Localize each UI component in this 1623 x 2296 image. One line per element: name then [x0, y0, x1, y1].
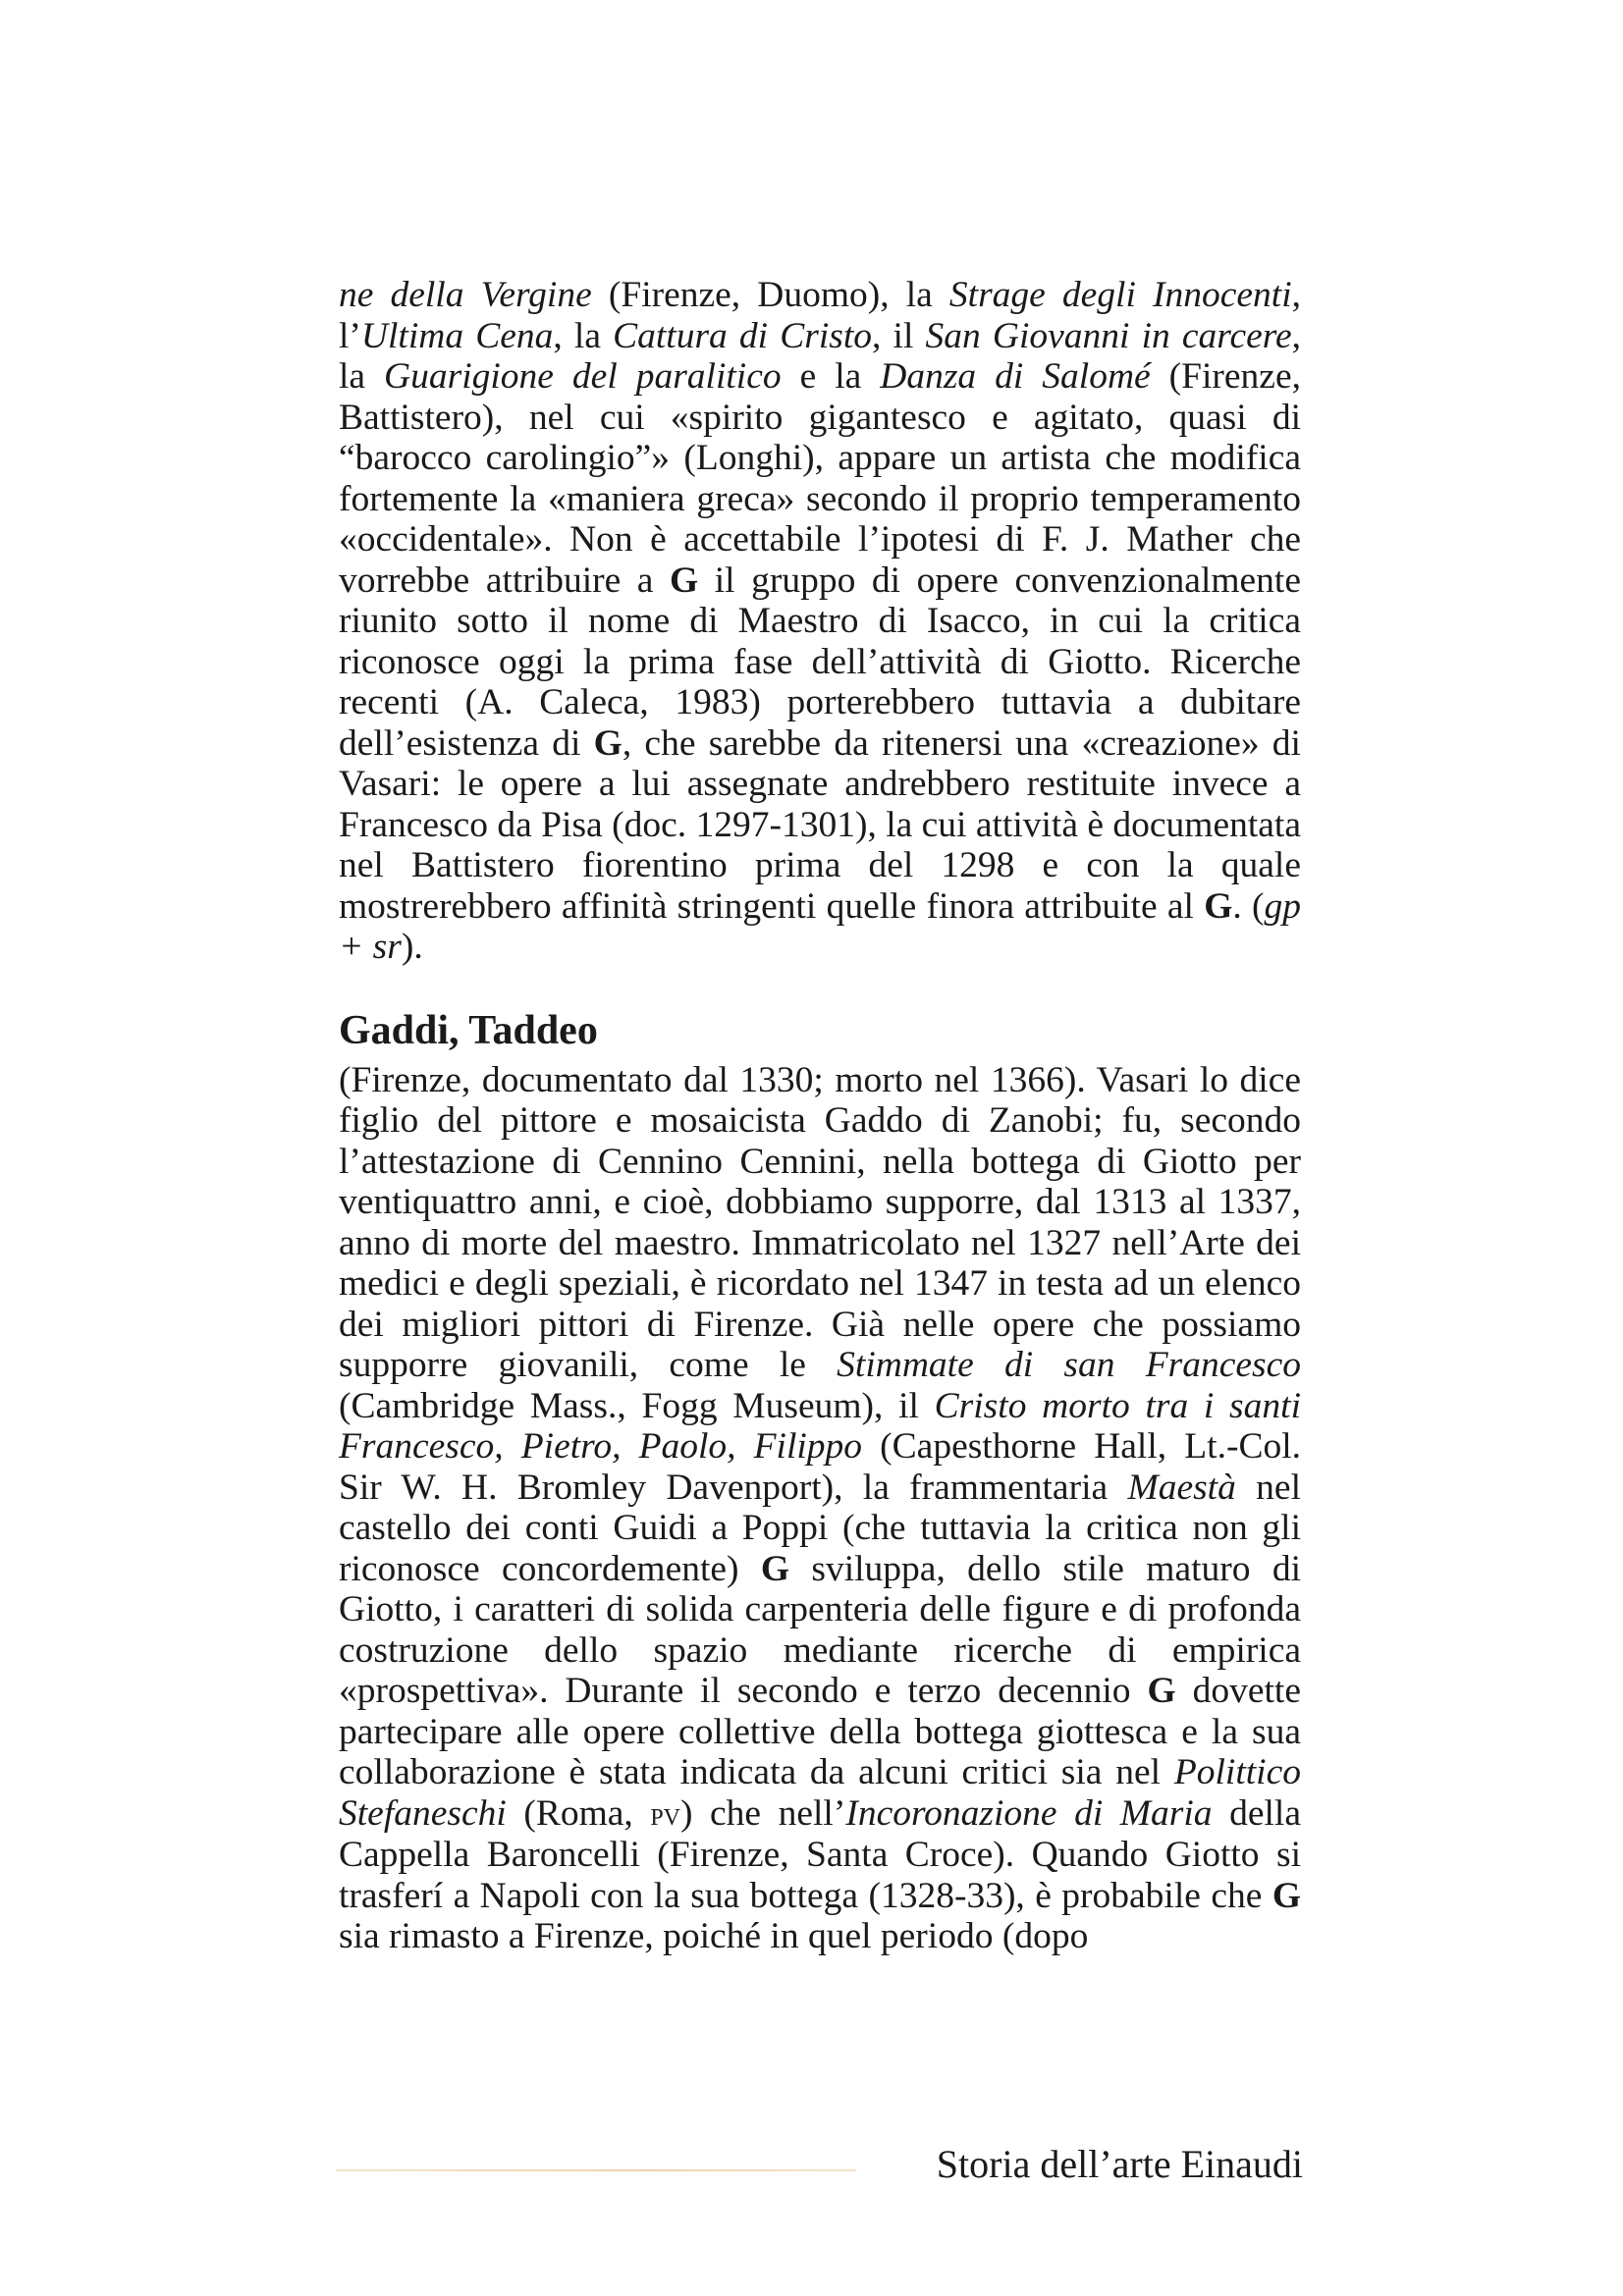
text-segment: Ultima Cena	[360, 315, 554, 356]
text-segment: (Cambridge Mass., Fogg Museum), il	[339, 1385, 935, 1426]
entry-body	[339, 1060, 1301, 1957]
text-segment: (Firenze, Duomo), la	[591, 275, 949, 315]
text-segment: sviluppa, dello stile maturo di Giotto, i caratteri di solida carpenteria delle figure e di profonda costruzione dello spazio mediante ricerche di empirica «prospettiva». Durante il secondo e terzo decennio	[339, 1548, 1301, 1711]
text-segment: Guarigione del paralitico	[384, 356, 782, 397]
text-segment: ).	[401, 927, 423, 967]
entry-heading: Gaddi, Taddeo	[339, 1007, 598, 1053]
text-segment: San Giovanni in carcere	[925, 315, 1292, 356]
page-content	[339, 275, 1301, 1957]
text-segment: sia rimasto a Firenze, poiché in quel periodo (dopo	[339, 1916, 1089, 1956]
text-segment: Cristo morto tra i santi Francesco, Pietro, Paolo, Filippo	[339, 1385, 1301, 1467]
text-segment: Stimmate di san Francesco	[837, 1345, 1301, 1385]
text-segment: , la	[339, 315, 1302, 397]
text-segment: G	[593, 722, 622, 764]
text-segment: G	[1204, 885, 1233, 927]
text-segment: dovette partecipare alle opere collettive della bottega giottesca e la sua collaborazione è stata indicata da alcuni critici sia nel	[339, 1671, 1301, 1792]
text-segment: il gruppo di opere convenzionalmente riunito sotto il nome di Maestro di Isacco, in cui la critica riconosce oggi la prima fase dell’attività di Giotto. Ricerche recenti (A. Caleca, 1983) porterebbero tuttavia a dubitare dell’esistenza di	[339, 560, 1301, 764]
text-segment: Cattura di Cristo	[613, 315, 873, 356]
text-segment: , la	[553, 315, 614, 356]
page-footer	[336, 2140, 1303, 2189]
text-segment: gp + sr	[339, 885, 1301, 967]
text-segment: G	[1147, 1671, 1176, 1711]
text-segment: (Capesthorne Hall, Lt.-Col. Sir W. H. Bromley Davenport), la frammentaria	[339, 1426, 1301, 1508]
text-segment: e la	[781, 356, 881, 397]
footer-title: Storia dell’arte Einaudi	[936, 2142, 1303, 2186]
text-segment: , l’	[339, 275, 1301, 356]
text-segment: Incoronazione di Maria	[845, 1792, 1213, 1834]
footer-rule	[336, 2169, 856, 2171]
text-segment: (Firenze, documentato dal 1330; morto nel 1366). Vasari lo dice figlio del pittore e mosaicista Gaddo di Zanobi; fu, secondo l’attestazione di Cennino Cennini, nella bottega di Giotto per ventiquattro anni, e cioè, dobbiamo supporre, dal 1313 al 1337, anno di morte del maestro. Immatricolato nel 1327 nell’Arte dei medici e degli speziali, è ricordato nel 1347 in testa ad un elenco dei migliori pittori di Firenze. Già nelle opere che possiamo supporre giovanili, come le	[339, 1059, 1301, 1385]
text-segment: ne della Vergine	[339, 275, 592, 315]
text-segment: Strage degli Innocenti	[948, 275, 1292, 315]
text-segment: , che sarebbe da ritenersi una «creazione» di Vasari: le opere a lui assegnate andrebbero restituite invece a Francesco da Pisa (doc. 1297-1301), la cui attività è documentata nel Battistero fiorentino prima del 1298 e con la quale mostrerebbero affinità stringenti quelle finora attribuite al	[339, 722, 1301, 927]
text-segment: Polittico Stefaneschi	[339, 1752, 1301, 1834]
text-segment: Maestà	[1127, 1467, 1236, 1508]
text-segment: G	[760, 1548, 790, 1589]
text-segment: Danza di Salomé	[880, 356, 1151, 397]
text-segment: nel castello dei conti Guidi a Poppi (che tuttavia la critica non gli riconosce concordemente)	[339, 1467, 1301, 1589]
text-segment: , il	[872, 315, 926, 356]
text-segment: (Firenze, Battistero), nel cui «spirito gigantesco e agitato, quasi di “barocco carolingio”» (Longhi), appare un artista che modifica fortemente la «maniera greca» secondo il proprio temperamento «occidentale». Non è accettabile l’ipotesi di F. J. Mather che vorrebbe attribuire a	[339, 356, 1301, 601]
text-segment: G	[670, 560, 699, 601]
text-segment: G	[1271, 1875, 1301, 1916]
text-segment: . (	[1232, 885, 1265, 927]
text-segment: ) che nell’	[680, 1792, 846, 1834]
text-segment: della Cappella Baroncelli (Firenze, Santa Croce). Quando Giotto si trasferí a Napoli con la sua bottega (1328-33), è probabile che	[339, 1792, 1301, 1916]
text-segment: (Roma,	[506, 1792, 651, 1834]
text-segment: pv	[650, 1794, 680, 1833]
previous-entry-continuation	[339, 275, 1301, 968]
